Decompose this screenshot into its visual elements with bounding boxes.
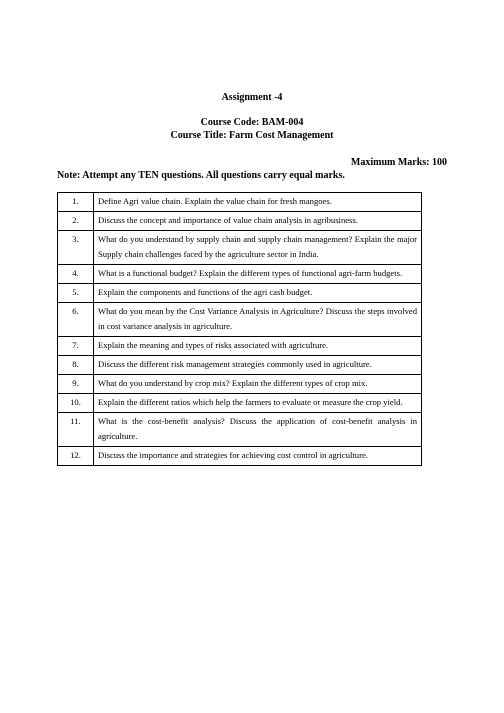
question-row bbox=[58, 265, 422, 284]
course-title: Course Title: Farm Cost Management bbox=[170, 130, 334, 141]
question-number: 2. bbox=[58, 212, 94, 231]
question-number: 8. bbox=[58, 356, 94, 375]
instructions-note: Note: Attempt any TEN questions. All questions carry equal marks. bbox=[57, 170, 345, 181]
question-text: What do you understand by supply chain and supply chain management? Explain the major Supply chain challenges faced by the agriculture sector in India. bbox=[94, 231, 422, 265]
question-text: Discuss the importance and strategies for achieving cost control in agriculture. bbox=[94, 447, 422, 466]
questions-table-body bbox=[58, 193, 422, 466]
question-row bbox=[58, 303, 422, 337]
question-text: Define Agri value chain. Explain the value chain for fresh mangoes. bbox=[94, 193, 422, 212]
question-number: 9. bbox=[58, 375, 94, 394]
question-row bbox=[58, 212, 422, 231]
question-row bbox=[58, 356, 422, 375]
question-number: 3. bbox=[58, 231, 94, 265]
assignment-title: Assignment -4 bbox=[221, 92, 283, 103]
question-text: Explain the different ratios which help the farmers to evaluate or measure the crop yield. bbox=[94, 394, 422, 413]
question-text: What is a functional budget? Explain the different types of functional agri-farm budgets. bbox=[94, 265, 422, 284]
question-row bbox=[58, 375, 422, 394]
question-number: 12. bbox=[58, 447, 94, 466]
question-number: 11. bbox=[58, 413, 94, 447]
question-row bbox=[58, 337, 422, 356]
course-code: Course Code: BAM-004 bbox=[200, 117, 304, 128]
question-number: 7. bbox=[58, 337, 94, 356]
question-row bbox=[58, 284, 422, 303]
question-text: What is the cost-benefit analysis? Discuss the application of cost-benefit analysis in agriculture. bbox=[94, 413, 422, 447]
question-row bbox=[58, 447, 422, 466]
questions-table bbox=[57, 192, 422, 466]
question-row bbox=[58, 394, 422, 413]
question-text: Discuss the concept and importance of value chain analysis in agribusiness. bbox=[94, 212, 422, 231]
maximum-marks: Maximum Marks: 100 bbox=[350, 157, 447, 168]
question-text: Discuss the different risk management strategies commonly used in agriculture. bbox=[94, 356, 422, 375]
question-number: 5. bbox=[58, 284, 94, 303]
question-row bbox=[58, 413, 422, 447]
question-text: Explain the components and functions of the agri cash budget. bbox=[94, 284, 422, 303]
question-number: 1. bbox=[58, 193, 94, 212]
question-text: Explain the meaning and types of risks associated with agriculture. bbox=[94, 337, 422, 356]
question-row bbox=[58, 193, 422, 212]
question-number: 4. bbox=[58, 265, 94, 284]
question-text: What do you understand by crop mix? Explain the different types of crop mix. bbox=[94, 375, 422, 394]
question-row bbox=[58, 231, 422, 265]
question-text: What do you mean by the Cost Variance Analysis in Agriculture? Discuss the steps involved in cost variance analysis in agriculture. bbox=[94, 303, 422, 337]
question-number: 6. bbox=[58, 303, 94, 337]
question-number: 10. bbox=[58, 394, 94, 413]
